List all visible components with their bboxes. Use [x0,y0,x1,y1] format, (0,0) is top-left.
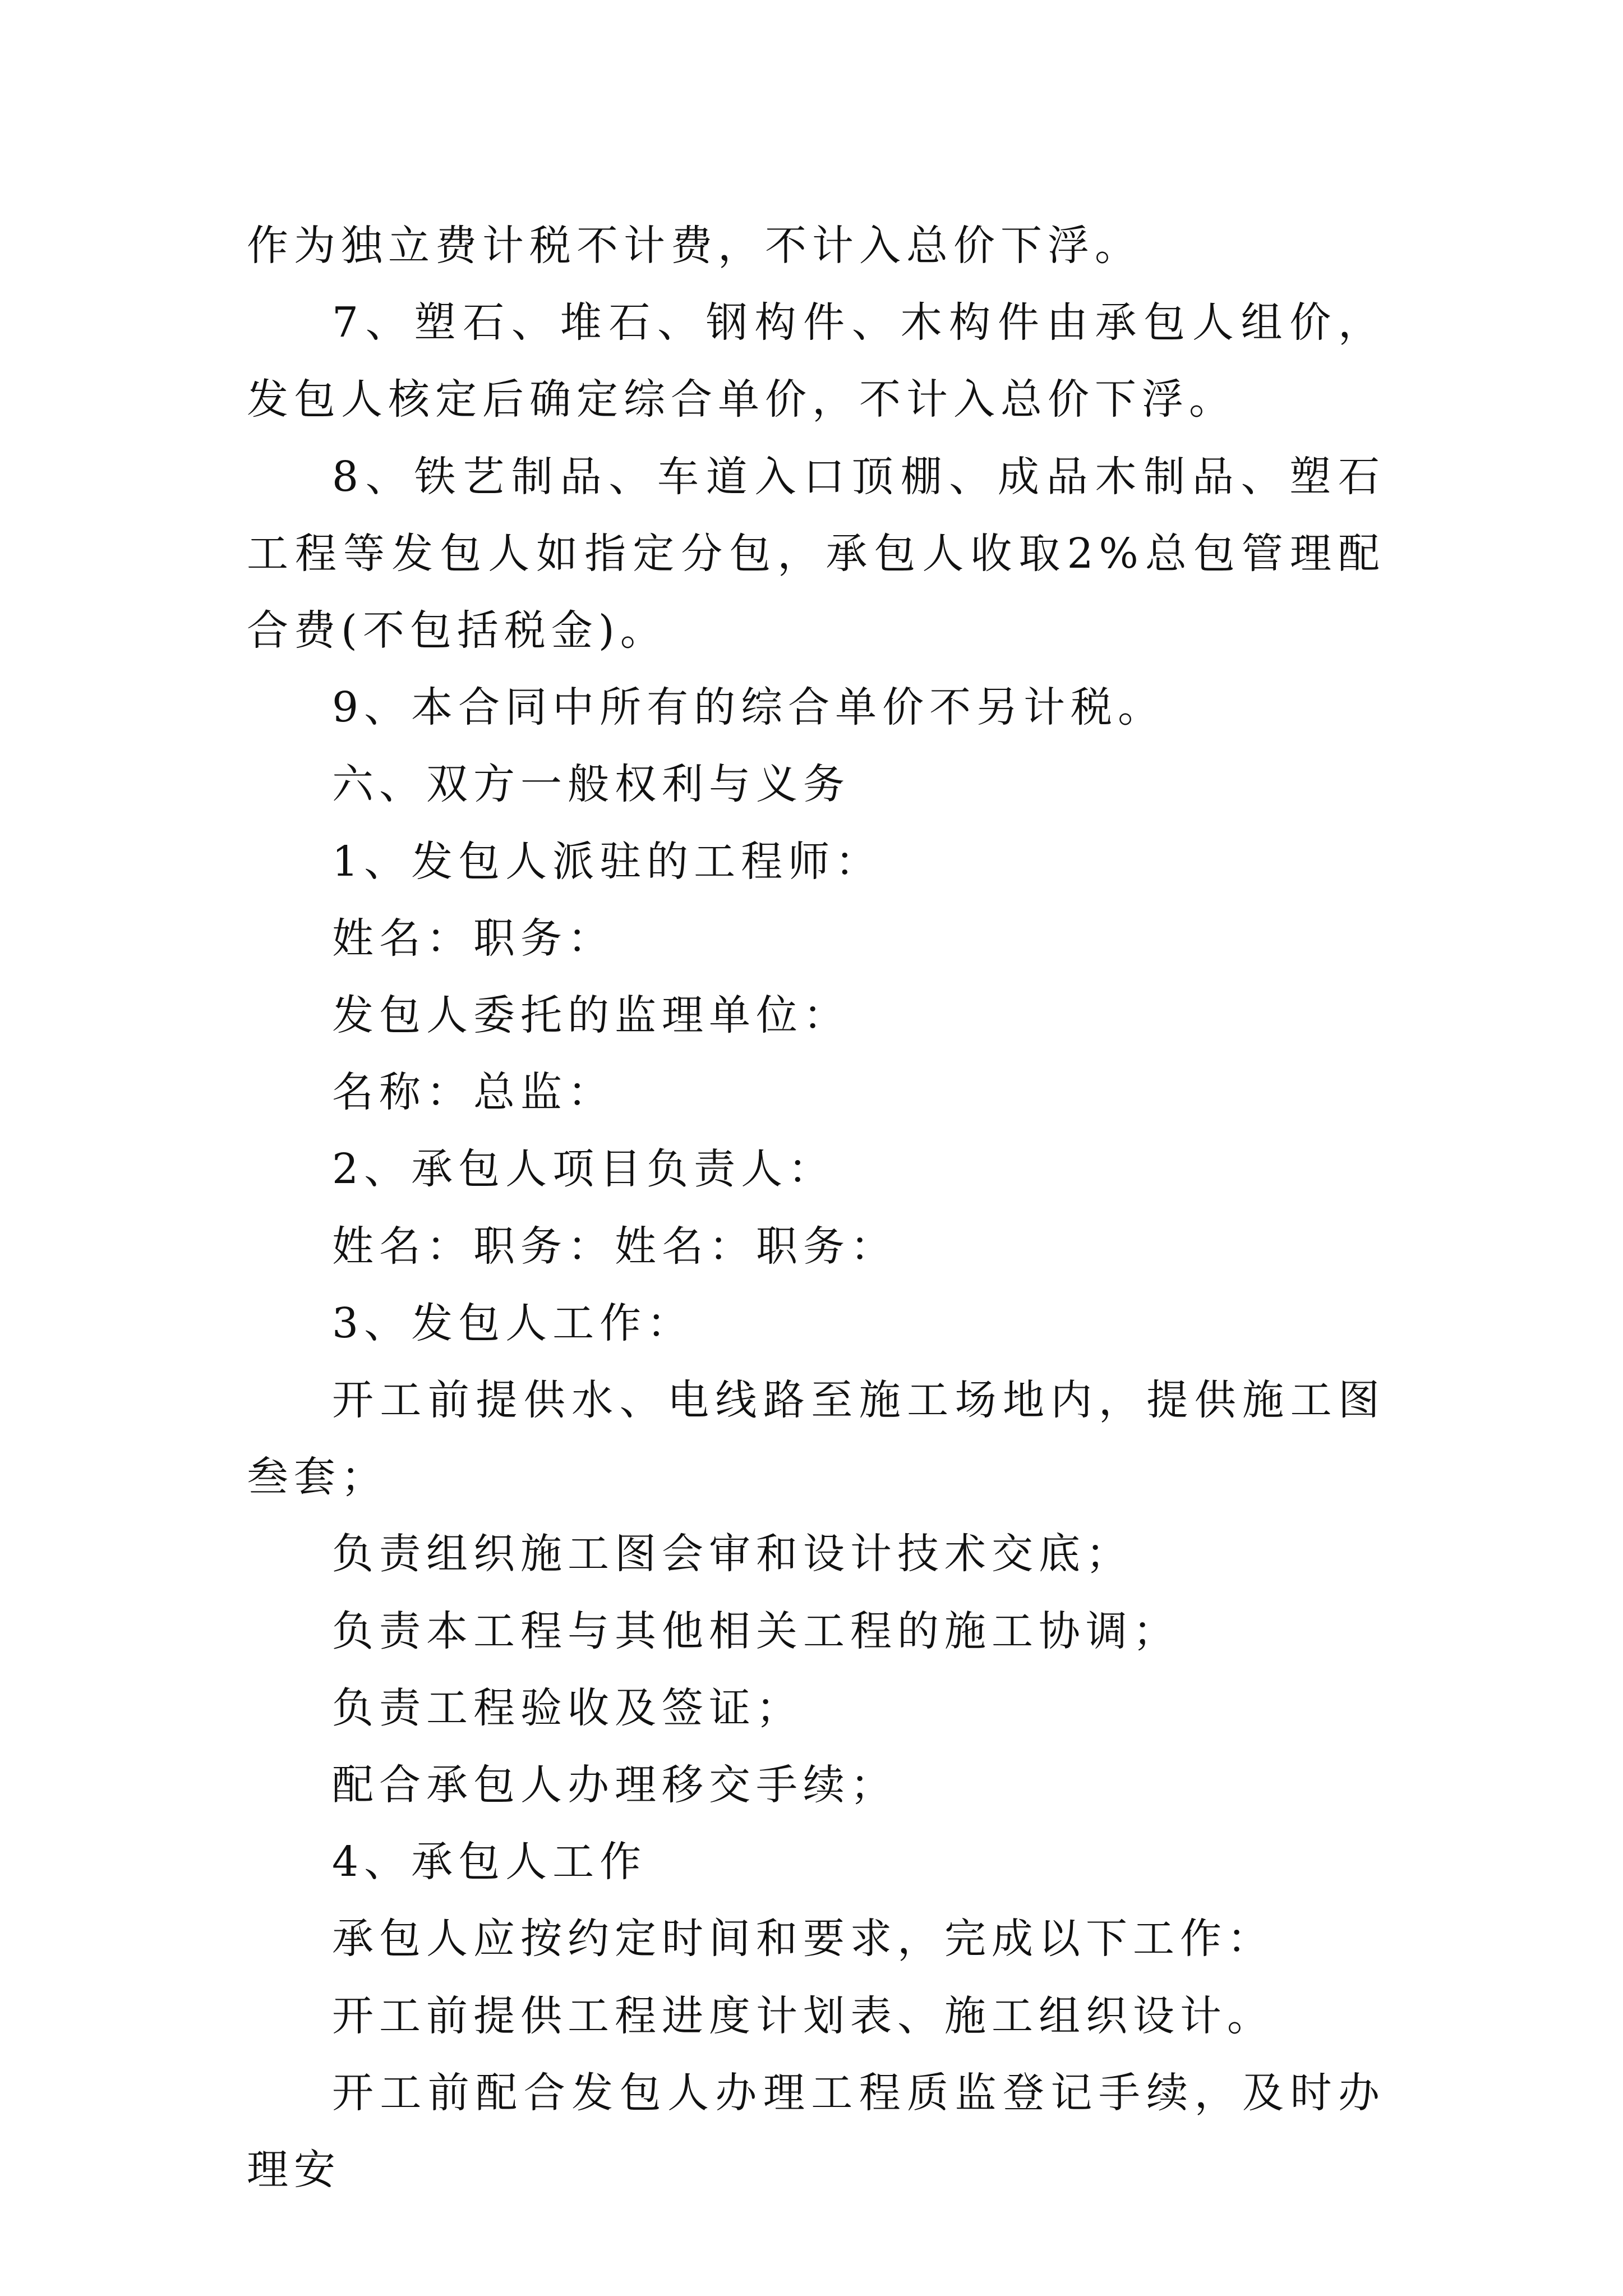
paragraph: 2、承包人项目负责人： [332,1145,836,1194]
paragraph: 4、承包人工作 [332,1838,647,1887]
paragraph: 发包人委托的监理单位： [332,991,850,1040]
paragraph: 开工前提供工程进度计划表、施工组织设计。 [332,1991,1274,2040]
paragraph: 名称：总监： [332,1068,615,1117]
paragraph: 配合承包人办理移交手续； [332,1761,897,1810]
paragraph: 承包人应按约定时间和要求，完成以下工作： [332,1915,1274,1963]
section-heading: 六、双方一般权利与义务 [332,760,850,809]
paragraph: 负责组织施工图会审和设计技术交底； [332,1530,1133,1579]
paragraph: 负责工程验收及签证； [332,1683,803,1732]
paragraph: 作为独立费计税不计费，不计入总价下浮。 [247,222,1142,270]
paragraph: 8、铁艺制品、车道入口顶棚、成品木制品、塑石工程等发包人如指定分包，承包人收取2%总包管理配合费(不包括税金)。 [247,452,1385,655]
document-body [247,208,1385,2208]
paragraph: 3、发包人工作： [332,1299,694,1347]
paragraph: 负责本工程与其他相关工程的施工协调； [332,1607,1180,1655]
paragraph: 开工前提供水、电线路至施工场地内，提供施工图叁套； [247,1376,1385,1502]
paragraph: 姓名：职务：姓名：职务： [332,1222,897,1271]
paragraph: 1、发包人派驻的工程师： [332,837,883,886]
paragraph: 姓名：职务： [332,914,615,963]
paragraph: 9、本合同中所有的综合单价不另计税。 [332,683,1165,732]
paragraph: 7、塑石、堆石、钢构件、木构件由承包人组价，发包人核定后确定综合单价，不计入总价下浮。 [247,298,1385,424]
paragraph: 开工前配合发包人办理工程质监登记手续，及时办理安 [247,2068,1385,2194]
